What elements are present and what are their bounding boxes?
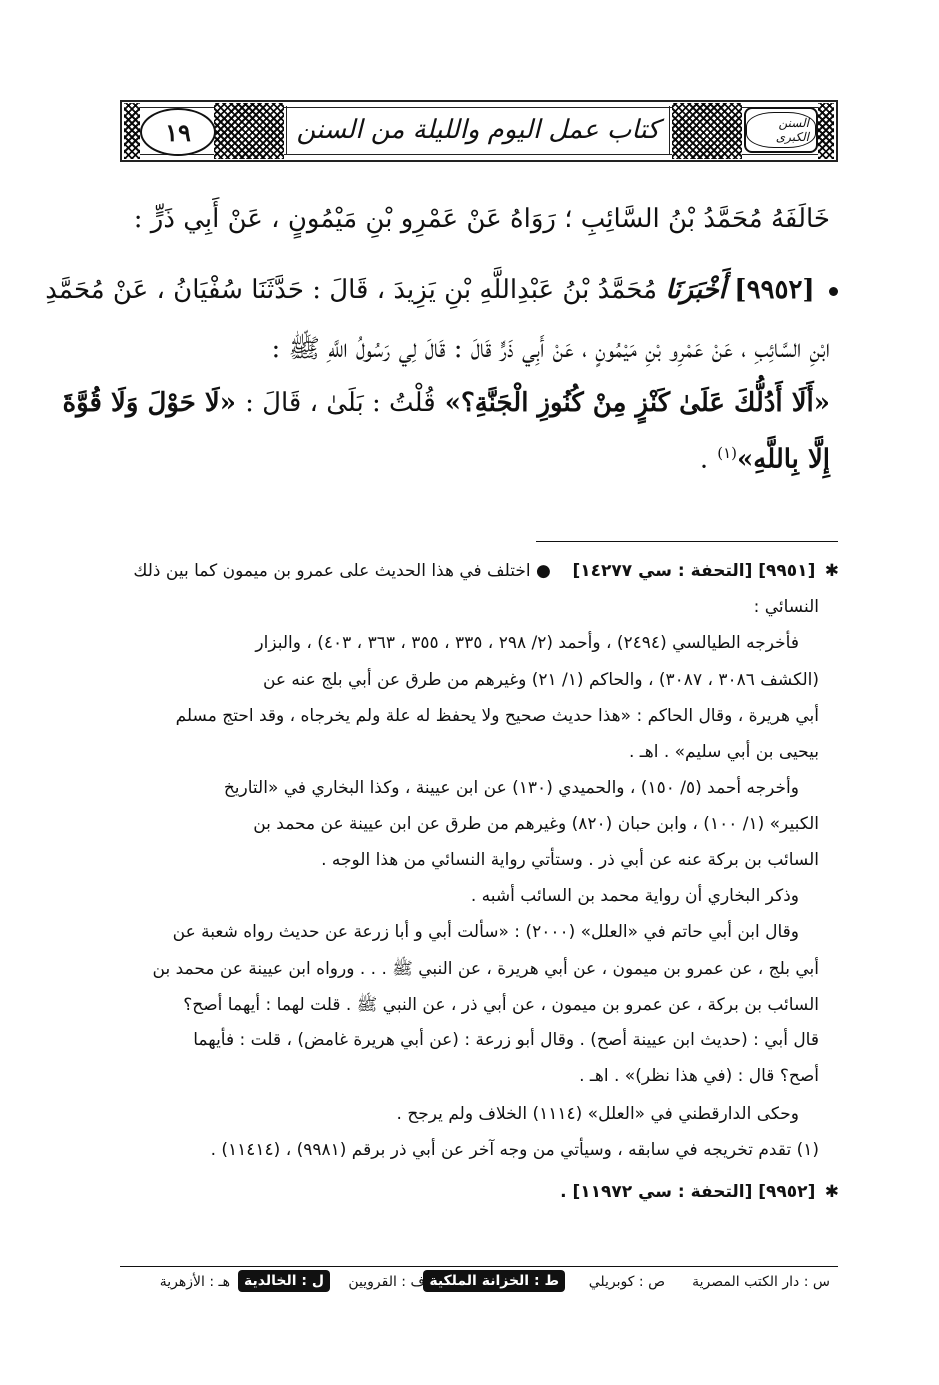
footnote-line: (الكشف ٣٠٨٦ ، ٣٠٨٧) ، والحاكم (١/ ٢١) وغيرهم من طرق عن أبي بلج عنه عن: [262, 670, 819, 690]
footnote-line: الكبير» (١/ ١٠٠) ، وابن حبان (٨٢٠) وغيرهم من طرق عن ابن عيينة عن محمد بن: [253, 814, 819, 834]
line-end-dot: .: [699, 444, 709, 475]
footnote-line: النسائي :: [753, 597, 819, 617]
footnote-line: وقال ابن أبي حاتم في «العلل» (٢٠٠٠) : «سألت أبي و أبا زرعة عن حديث رواه شعبة عن: [172, 922, 799, 942]
legend-h: هـ : الأزهرية: [159, 1274, 230, 1290]
legend-separator: [120, 1266, 838, 1267]
header-ornament-left-edge: [124, 103, 140, 159]
bullet-icon: [829, 287, 838, 296]
footnote-9952-header: [560, 1182, 839, 1202]
legend-ss: ص : كوبريلي: [588, 1274, 665, 1290]
manuscript-legend: [130, 1270, 830, 1300]
footnote-9952-ref: [٩٩٥٢] [التحفة : سي ١١٩٧٢] .: [560, 1182, 816, 1202]
footnote-line: وحكى الدارقطني في «العلل» (١١١٤) الخلاف ولم يرجح .: [396, 1104, 799, 1124]
footnote-separator: [536, 541, 838, 542]
legend-l: ل : الخالدية: [238, 1270, 330, 1292]
footnote-line: وذكر البخاري أن رواية محمد بن السائب أشبه .: [470, 886, 799, 906]
page-header: [120, 100, 838, 162]
footnote-line: بيحيى بن أبي سليم» . اهـ .: [628, 742, 819, 762]
footnote-line: أبي هريرة ، وقال الحاكم : «هذا حديث صحيح ولا يحفظ له علة ولم يخرجاه ، وقد احتج مسلم: [175, 706, 819, 726]
asterisk-icon: ✱: [824, 1182, 839, 1202]
header-ornament-right-edge: [818, 103, 834, 159]
footnote-line: أبي بلج ، عن عمرو بن ميمون ، عن أبي هريرة ، عن النبي ﷺ . . . ورواه ابن عيينة عن محمد بن: [152, 959, 819, 979]
quote-part-2: «لَا حَوْلَ وَلَا قُوَّةَ: [62, 388, 236, 418]
hadith-number: [٩٩٥٢]: [734, 275, 815, 305]
quote-part-3: إِلَّا بِاللَّهِ»: [737, 444, 830, 475]
main-line-3: ابْنِ السَّائِبِ ، عَنْ عَمْرِو بْنِ مَيْمُونٍ ، عَنْ أَبِي ذَرٍّ قَالَ : قَالَ لِي رَسُولُ اللَّهِ ﷺ :: [271, 334, 830, 364]
main-line-2-text: مُحَمَّدُ بْنُ عَبْدِاللَّهِ بْنِ يَزِيدَ ، قَالَ : حَدَّثَنَا سُفْيَانُ ، عَنْ مُحَمَّدِ: [45, 275, 658, 305]
legend-s: س : دار الكتب المصرية: [692, 1274, 830, 1290]
seal-text: السنن الكبرى: [746, 112, 816, 148]
footnote-9951-ref: [٩٩٥١] [التحفة : سي ١٤٢٧٧]: [572, 561, 816, 581]
footnote-9951-text: ● اختلف في هذا الحديث على عمرو بن ميمون كما بين ذلك: [133, 561, 551, 581]
footnote-ref: (١): [717, 444, 738, 462]
main-line-5: [140, 444, 830, 475]
footnote-line: أصح؟ قال : (في هذا نظر)» . اهـ .: [579, 1066, 819, 1086]
main-line-2: [45, 275, 838, 305]
header-ornament-right: [672, 103, 742, 159]
main-line-4: [62, 388, 830, 418]
footnote-line: وأخرجه أحمد (٥/ ١٥٠) ، والحميدي (١٣٠) عن ابن عيينة ، وكذا البخاري في «التاريخ: [223, 778, 799, 798]
book-title: كتاب عمل اليوم والليلة من السنن: [286, 106, 670, 154]
book-seal: [744, 107, 818, 153]
main-line-1: خَالَفَهُ مُحَمَّدُ بْنُ السَّائِبِ ؛ رَوَاهُ عَنْ عَمْرِو بْنِ مَيْمُونٍ ، عَنْ أَبِي ذَرٍّ :: [133, 204, 830, 234]
legend-f: ف : القرويين: [348, 1274, 425, 1290]
reply-text: قُلْتُ : بَلَىٰ ، قَالَ :: [245, 388, 436, 418]
footnote-line: فأخرجه الطيالسي (٢٤٩٤) ، وأحمد (٢/ ٢٩٨ ، ٣٣٥ ، ٣٥٥ ، ٣٦٣ ، ٤٠٣) ، والبزار: [255, 633, 799, 653]
footnote-9951-header: [133, 561, 839, 581]
header-ornament-left: [214, 103, 284, 159]
footnote-line: قال أبي : (حديث ابن عيينة أصح) . وقال أبو زرعة : (عن أبي هريرة غامض) ، قلت : فأيهما: [193, 1030, 819, 1050]
footnote-line: السائب بن بركة عنه عن أبي ذر . وستأتي رواية النسائي من هذا الوجه .: [321, 850, 819, 870]
page-number: ١٩: [140, 108, 216, 156]
akhbarana-word: أَخْبَرَنَا: [665, 275, 726, 305]
footnote-line: السائب بن بركة ، عن عمرو بن ميمون ، عن أبي ذر ، عن النبي ﷺ . قلت لهما : أيهما أصح؟: [183, 995, 819, 1015]
footnote-1: (١) تقدم تخريجه في سابقه ، وسيأتي من وجه آخر عن أبي ذر برقم (٩٩٨١) ، (١١٤١٤) .: [210, 1140, 819, 1160]
asterisk-icon: ✱: [824, 561, 839, 581]
quote-part-1: «أَلَا أَدُلُّكَ عَلَىٰ كَنْزٍ مِنْ كُنُوزِ الْجَنَّةِ؟»: [444, 388, 830, 418]
legend-t: ط : الخزانة الملكية: [423, 1270, 565, 1292]
